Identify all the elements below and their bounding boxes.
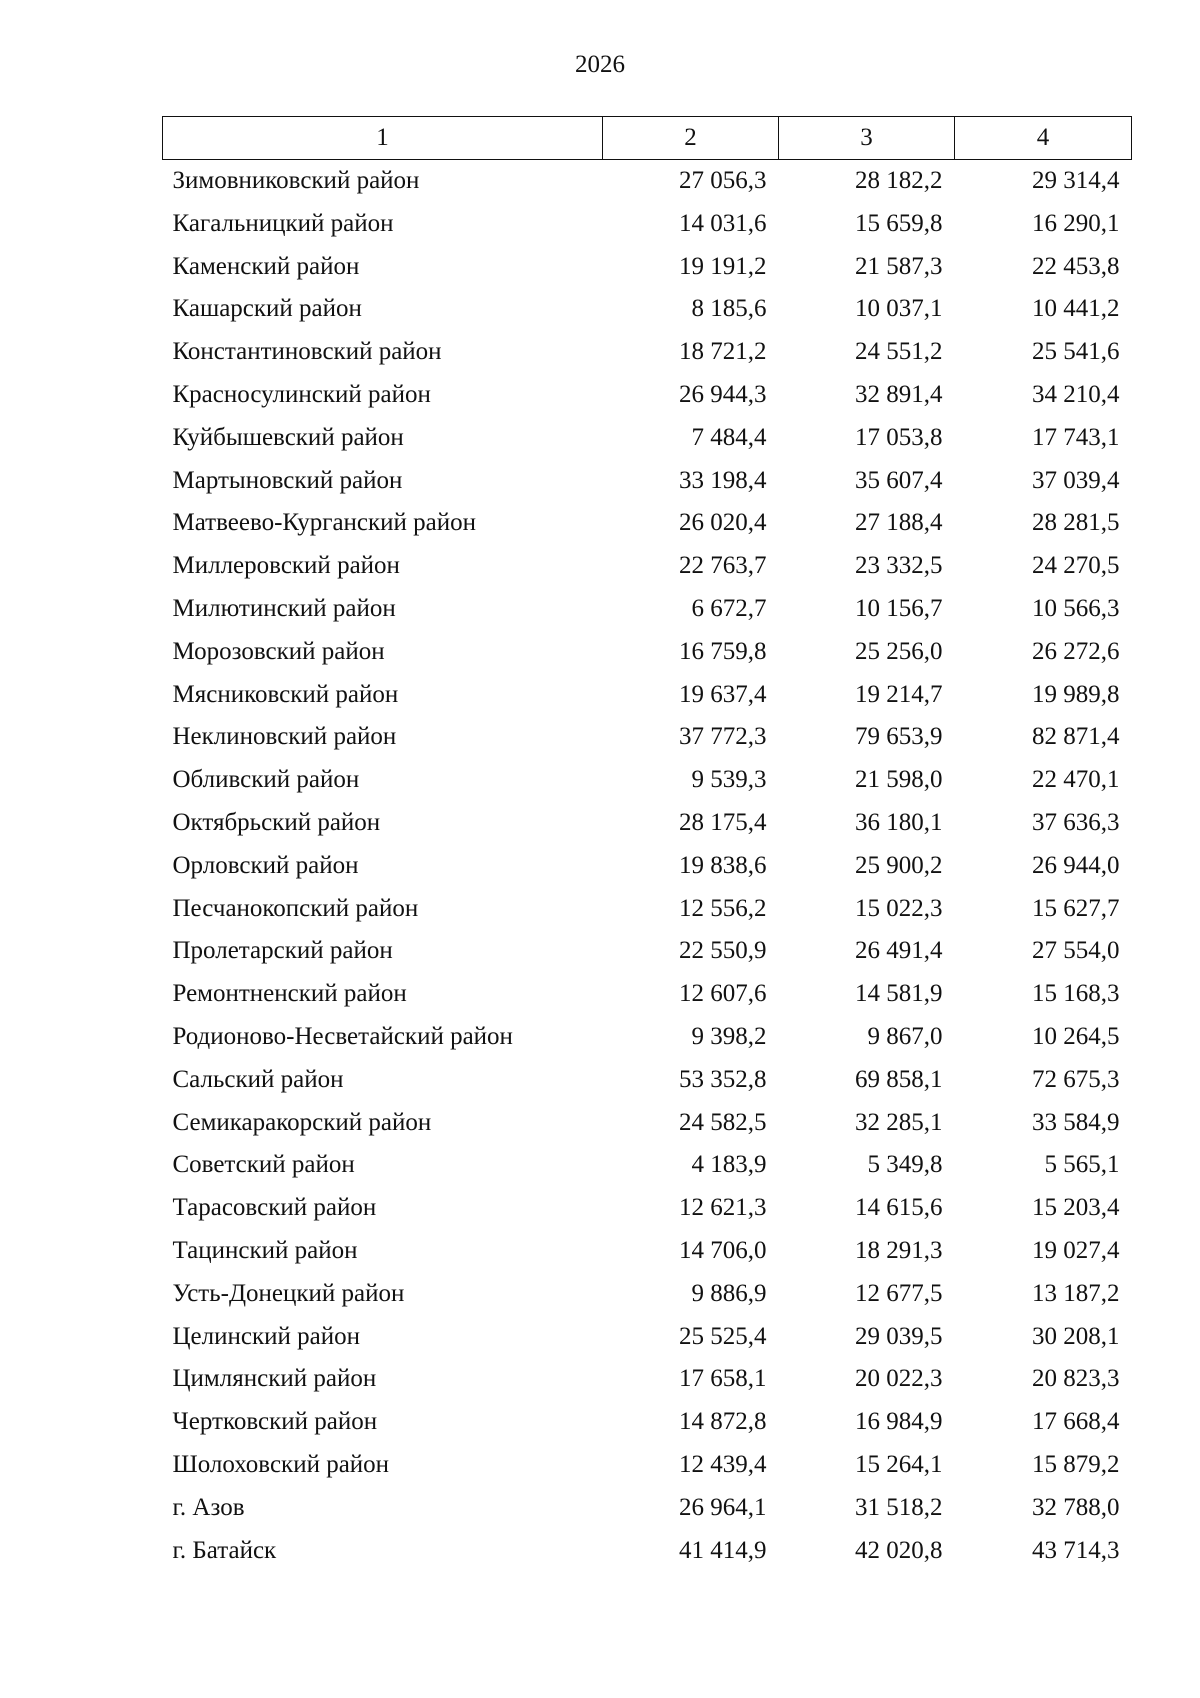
row-value-cell-2: 7 484,4 (691, 423, 767, 451)
row-value-cell-4: 34 210,4 (1032, 380, 1120, 408)
data-table (162, 116, 1132, 1572)
row-value-cell-4: 29 314,4 (1032, 167, 1120, 194)
header-cell-1: 1 (163, 117, 603, 160)
row-value-cell-4: 43 714,3 (1032, 1536, 1120, 1564)
table-row (163, 203, 1132, 246)
row-value-cell-3: 23 332,5 (855, 552, 943, 580)
row-value-cell-2: 19 637,4 (679, 680, 767, 708)
table-row (163, 588, 1132, 631)
row-name-cell: Неклиновский район (172, 723, 397, 751)
row-value-cell-2: 19 838,6 (679, 851, 767, 879)
row-name-cell: Тацинский район (172, 1236, 358, 1264)
row-name-cell: Семикаракорский район (172, 1108, 432, 1136)
table-row (163, 460, 1132, 503)
row-value-cell-4: 16 290,1 (1032, 209, 1120, 237)
row-value-cell-4: 10 566,3 (1032, 594, 1120, 622)
row-name-cell: Усть-Донецкий район (172, 1279, 405, 1307)
row-value-cell-4: 82 871,4 (1032, 723, 1120, 751)
row-value-cell-3: 15 022,3 (855, 894, 943, 922)
table-row (163, 1444, 1132, 1487)
row-value-cell-3: 25 900,2 (855, 851, 943, 879)
row-value-cell-3: 79 653,9 (855, 723, 943, 751)
row-value-cell-3: 9 867,0 (867, 1022, 943, 1050)
table-row (163, 1230, 1132, 1273)
row-name-cell: Кашарский район (172, 295, 362, 323)
row-name-cell: Обливский район (172, 766, 360, 794)
row-name-cell: Миллеровский район (172, 552, 400, 580)
row-value-cell-2: 12 556,2 (679, 894, 767, 922)
row-name-cell: Пролетарский район (172, 937, 393, 965)
row-name-cell: Красносулинский район (172, 380, 431, 408)
row-value-cell-3: 35 607,4 (855, 466, 943, 494)
row-name-cell: Морозовский район (172, 637, 385, 665)
row-value-cell-4: 13 187,2 (1032, 1279, 1120, 1307)
row-value-cell-2: 12 621,3 (679, 1194, 767, 1222)
table-row (163, 631, 1132, 674)
row-value-cell-3: 5 349,8 (867, 1151, 943, 1179)
header-cell-3: 3 (779, 117, 955, 160)
table-row (163, 1401, 1132, 1444)
row-value-cell-2: 12 607,6 (679, 980, 767, 1008)
row-value-cell-4: 17 743,1 (1032, 423, 1120, 451)
row-value-cell-3: 21 587,3 (855, 252, 943, 280)
table-row (163, 1187, 1132, 1230)
row-value-cell-4: 19 027,4 (1032, 1236, 1120, 1264)
table-row (163, 246, 1132, 289)
row-value-cell-3: 29 039,5 (855, 1322, 943, 1350)
row-value-cell-2: 26 944,3 (679, 380, 767, 408)
row-value-cell-3: 24 551,2 (855, 338, 943, 366)
table-header (163, 117, 1132, 160)
row-value-cell-4: 10 441,2 (1032, 295, 1120, 323)
row-value-cell-4: 15 168,3 (1032, 980, 1120, 1008)
row-value-cell-3: 17 053,8 (855, 423, 943, 451)
table-row (163, 331, 1132, 374)
row-value-cell-4: 5 565,1 (1044, 1151, 1120, 1179)
row-value-cell-3: 36 180,1 (855, 808, 943, 836)
row-value-cell-2: 6 672,7 (691, 594, 767, 622)
row-value-cell-2: 22 550,9 (679, 937, 767, 965)
row-value-cell-4: 15 203,4 (1032, 1194, 1120, 1222)
row-value-cell-4: 26 272,6 (1032, 637, 1120, 665)
page-number: 2026 (575, 51, 625, 78)
table-body (163, 160, 1132, 1573)
header-cell-2: 2 (603, 117, 779, 160)
row-name-cell: Советский район (172, 1151, 355, 1179)
table-row (163, 845, 1132, 888)
row-name-cell: Мартыновский район (172, 466, 403, 494)
row-name-cell: Шолоховский район (172, 1450, 390, 1478)
row-name-cell: Орловский район (172, 851, 359, 879)
table-row (163, 930, 1132, 973)
table-row (163, 674, 1132, 717)
row-name-cell: Константиновский район (172, 338, 442, 366)
row-value-cell-3: 16 984,9 (855, 1408, 943, 1436)
row-value-cell-3: 12 677,5 (855, 1279, 943, 1307)
row-name-cell: Каменский район (172, 252, 360, 280)
row-value-cell-4: 30 208,1 (1032, 1322, 1120, 1350)
table-row (163, 1273, 1132, 1316)
row-name-cell: Милютинский район (172, 594, 396, 622)
row-value-cell-3: 69 858,1 (855, 1065, 943, 1093)
table-row (163, 716, 1132, 759)
row-value-cell-2: 16 759,8 (679, 637, 767, 665)
row-name-cell: Песчанокопский район (172, 894, 419, 922)
header-cell-4: 4 (955, 117, 1132, 160)
row-value-cell-4: 25 541,6 (1032, 338, 1120, 366)
row-value-cell-2: 25 525,4 (679, 1322, 767, 1350)
row-value-cell-4: 22 453,8 (1032, 252, 1120, 280)
table-row (163, 1059, 1132, 1102)
table-row (163, 1102, 1132, 1145)
row-value-cell-2: 26 964,1 (679, 1493, 767, 1521)
row-value-cell-2: 17 658,1 (679, 1365, 767, 1393)
row-value-cell-4: 72 675,3 (1032, 1065, 1120, 1093)
row-value-cell-2: 9 539,3 (691, 766, 767, 794)
row-value-cell-2: 37 772,3 (679, 723, 767, 751)
row-value-cell-3: 15 659,8 (855, 209, 943, 237)
row-value-cell-4: 33 584,9 (1032, 1108, 1120, 1136)
row-value-cell-3: 10 156,7 (855, 594, 943, 622)
row-value-cell-3: 32 891,4 (855, 380, 943, 408)
row-value-cell-4: 24 270,5 (1032, 552, 1120, 580)
row-value-cell-2: 14 872,8 (679, 1408, 767, 1436)
table-row (163, 1316, 1132, 1359)
row-value-cell-2: 12 439,4 (679, 1450, 767, 1478)
row-value-cell-3: 14 615,6 (855, 1194, 943, 1222)
row-value-cell-3: 18 291,3 (855, 1236, 943, 1264)
row-name-cell: Мясниковский район (172, 680, 399, 708)
row-name-cell: Цимлянский район (172, 1365, 377, 1393)
row-value-cell-4: 15 879,2 (1032, 1450, 1120, 1478)
table-row (163, 802, 1132, 845)
row-value-cell-4: 37 636,3 (1032, 808, 1120, 836)
table-row (163, 545, 1132, 588)
table-row (163, 502, 1132, 545)
row-value-cell-3: 28 182,2 (855, 167, 943, 194)
header-row (163, 117, 1132, 160)
row-value-cell-2: 26 020,4 (679, 509, 767, 537)
row-value-cell-4: 37 039,4 (1032, 466, 1120, 494)
table-row (163, 160, 1132, 203)
row-name-cell: Матвеево-Курганский район (172, 509, 477, 537)
table-row (163, 888, 1132, 931)
row-value-cell-2: 8 185,6 (691, 295, 767, 323)
row-name-cell: г. Азов (172, 1493, 245, 1521)
row-value-cell-3: 26 491,4 (855, 937, 943, 965)
row-value-cell-2: 18 721,2 (679, 338, 767, 366)
row-value-cell-2: 9 398,2 (691, 1022, 767, 1050)
row-value-cell-2: 19 191,2 (679, 252, 767, 280)
row-name-cell: Тарасовский район (172, 1194, 377, 1222)
row-value-cell-3: 42 020,8 (855, 1536, 943, 1564)
row-value-cell-3: 21 598,0 (855, 766, 943, 794)
row-value-cell-2: 4 183,9 (691, 1151, 767, 1179)
row-value-cell-2: 33 198,4 (679, 466, 767, 494)
row-value-cell-3: 19 214,7 (855, 680, 943, 708)
row-value-cell-2: 41 414,9 (679, 1536, 767, 1564)
row-value-cell-4: 17 668,4 (1032, 1408, 1120, 1436)
row-value-cell-4: 15 627,7 (1032, 894, 1120, 922)
table-row (163, 1144, 1132, 1187)
row-value-cell-4: 20 823,3 (1032, 1365, 1120, 1393)
row-value-cell-4: 10 264,5 (1032, 1022, 1120, 1050)
row-value-cell-2: 14 031,6 (679, 209, 767, 237)
row-name-cell: Родионово-Несветайский район (172, 1022, 513, 1050)
table-row (163, 1487, 1132, 1530)
table-row (163, 374, 1132, 417)
row-value-cell-3: 32 285,1 (855, 1108, 943, 1136)
row-value-cell-2: 14 706,0 (679, 1236, 767, 1264)
row-value-cell-4: 22 470,1 (1032, 766, 1120, 794)
row-name-cell: Целинский район (172, 1322, 360, 1350)
row-name-cell: г. Батайск (172, 1536, 277, 1564)
row-value-cell-3: 14 581,9 (855, 980, 943, 1008)
row-value-cell-2: 28 175,4 (679, 808, 767, 836)
table-row (163, 973, 1132, 1016)
table-row (163, 1016, 1132, 1059)
row-name-cell: Куйбышевский район (172, 423, 404, 451)
row-name-cell: Сальский район (172, 1065, 344, 1093)
table-row (163, 417, 1132, 460)
row-value-cell-2: 24 582,5 (679, 1108, 767, 1136)
table-row (163, 1530, 1132, 1573)
row-value-cell-4: 28 281,5 (1032, 509, 1120, 537)
table-row (163, 288, 1132, 331)
row-value-cell-4: 26 944,0 (1032, 851, 1120, 879)
row-value-cell-3: 25 256,0 (855, 637, 943, 665)
row-name-cell: Октябрьский район (172, 808, 381, 836)
row-value-cell-3: 15 264,1 (855, 1450, 943, 1478)
row-value-cell-4: 27 554,0 (1032, 937, 1120, 965)
row-value-cell-2: 27 056,3 (679, 167, 767, 194)
row-value-cell-2: 53 352,8 (679, 1065, 767, 1093)
row-name-cell: Зимовниковский район (172, 167, 420, 194)
row-value-cell-4: 32 788,0 (1032, 1493, 1120, 1521)
row-value-cell-2: 9 886,9 (691, 1279, 767, 1307)
table-row (163, 759, 1132, 802)
row-value-cell-3: 20 022,3 (855, 1365, 943, 1393)
row-name-cell: Кагальницкий район (172, 209, 394, 237)
row-value-cell-3: 31 518,2 (855, 1493, 943, 1521)
row-value-cell-3: 27 188,4 (855, 509, 943, 537)
row-value-cell-3: 10 037,1 (855, 295, 943, 323)
row-value-cell-2: 22 763,7 (679, 552, 767, 580)
row-value-cell-4: 19 989,8 (1032, 680, 1120, 708)
table-row (163, 1358, 1132, 1401)
row-name-cell: Ремонтненский район (172, 980, 407, 1008)
row-name-cell: Чертковский район (172, 1408, 378, 1436)
